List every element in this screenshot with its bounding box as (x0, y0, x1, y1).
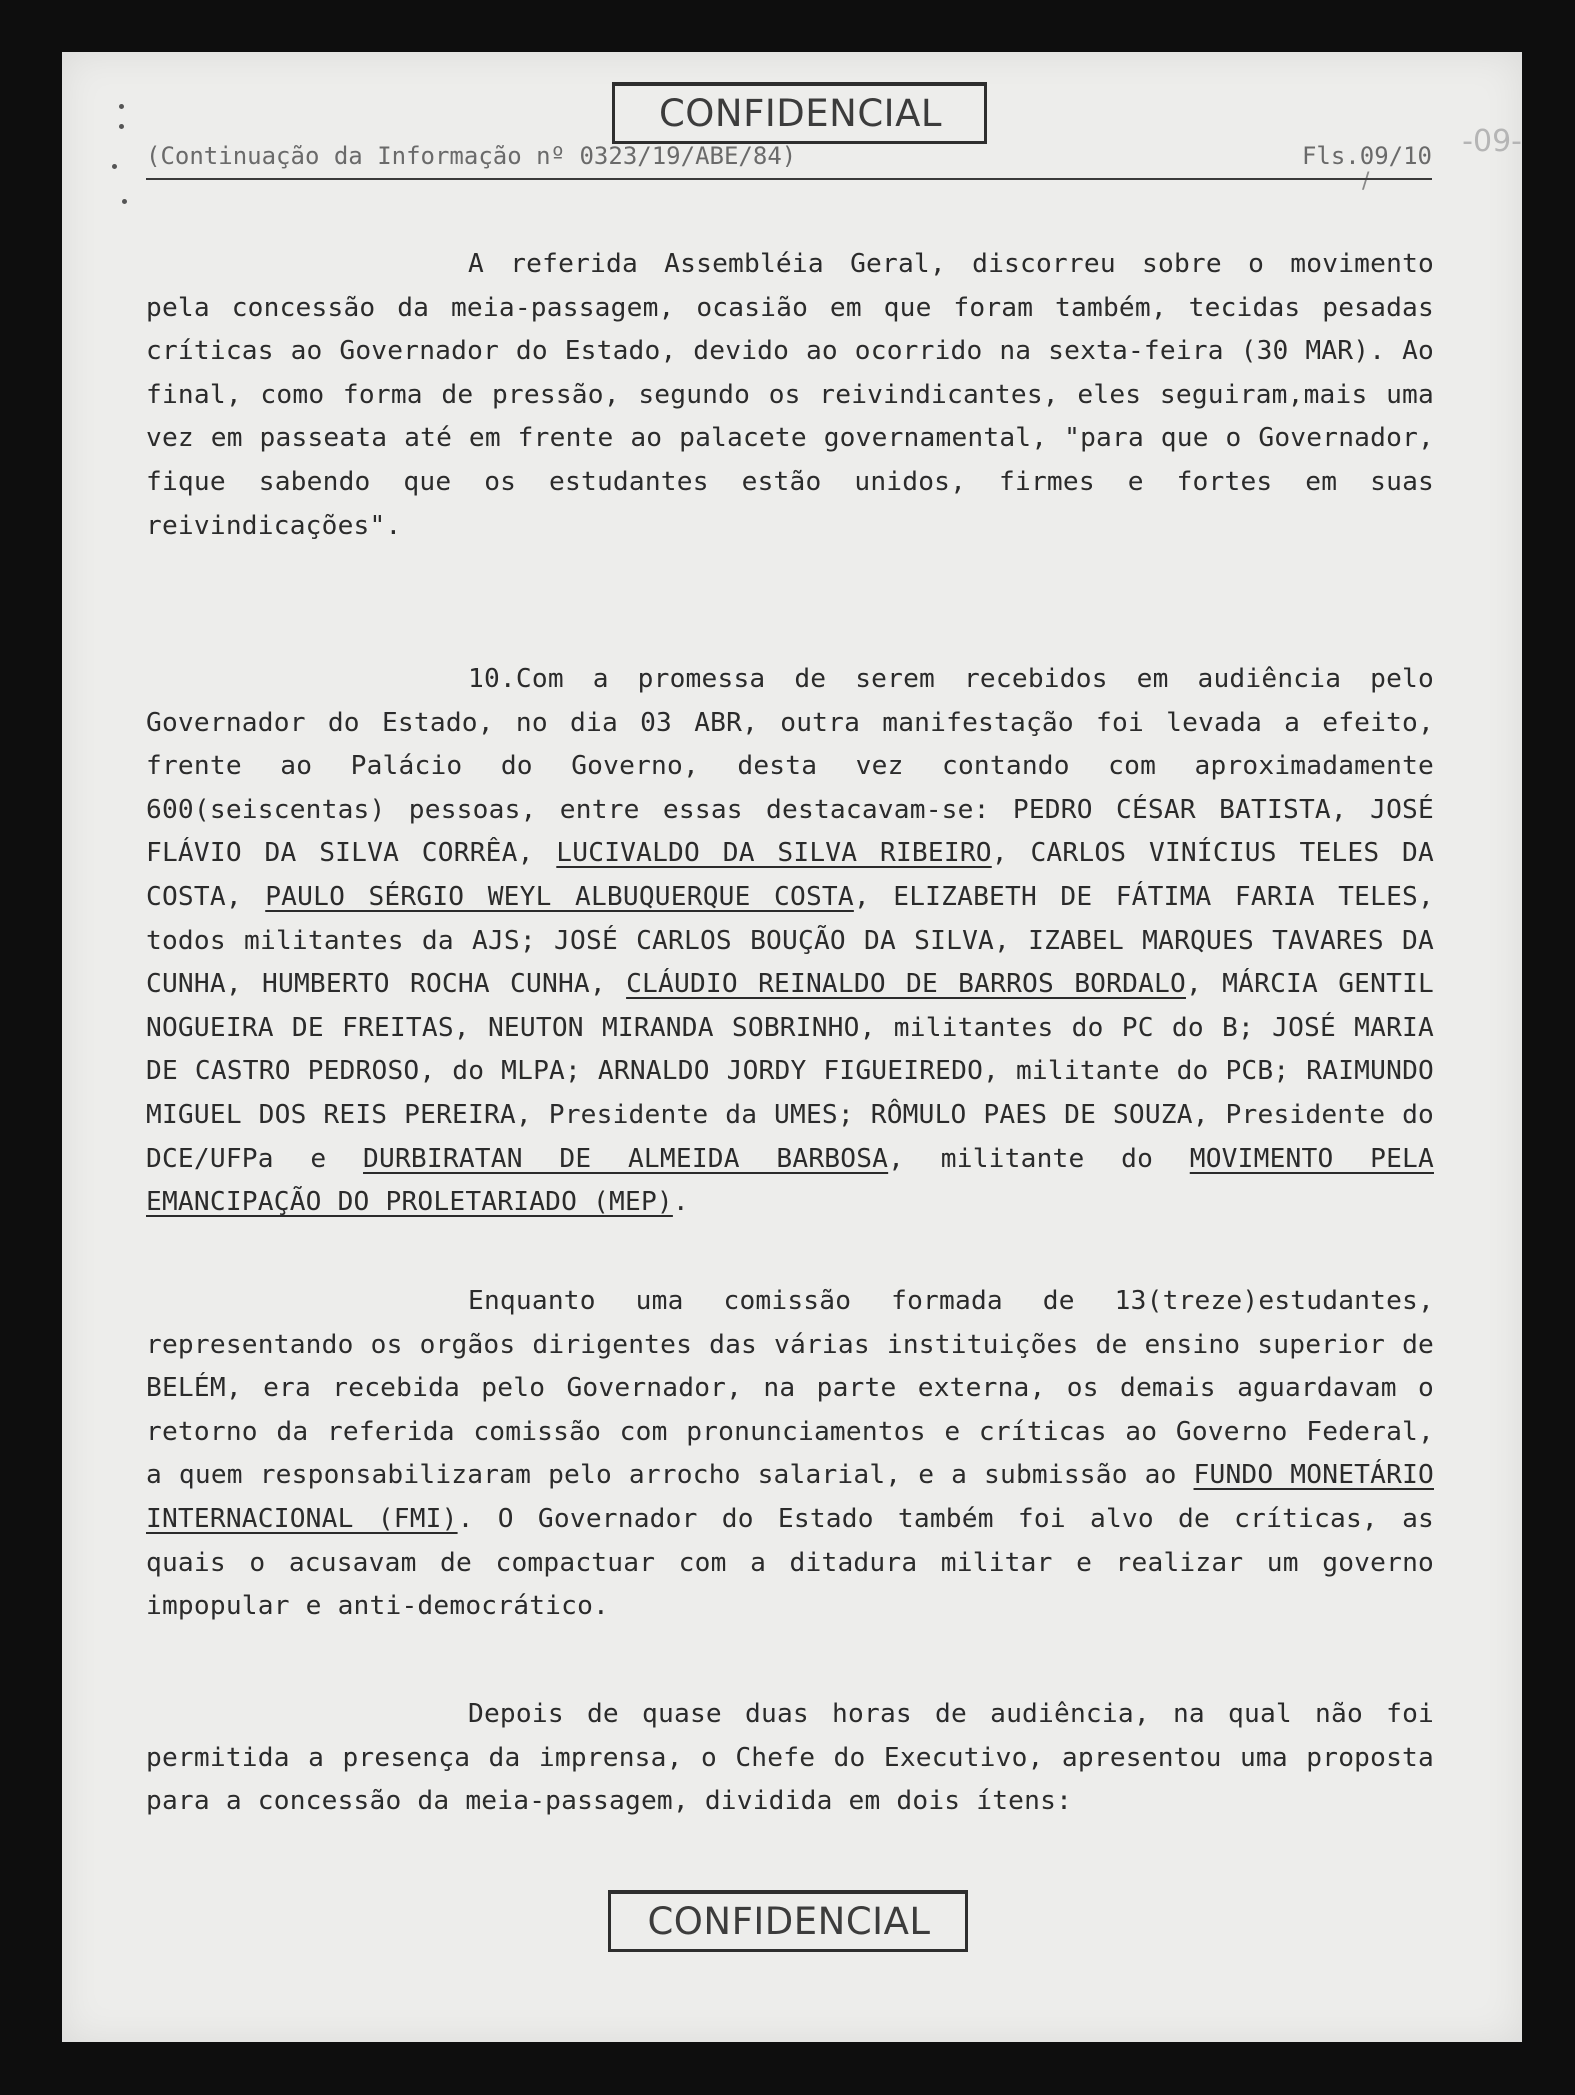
document-header (146, 142, 1432, 180)
paragraph-text: 10.Com a promessa de serem recebidos em audiência pelo Governador do Estado, no dia 03 ABR, outra manifestação foi levada a efeito, frente ao Palácio do Governo, desta vez contando com aproximadamente 600(seiscentas) pessoas, entre essas destacavam-se: PEDRO CÉSAR BATISTA, JOSÉ FLÁVIO DA SILVA CORRÊA, (146, 664, 1434, 869)
paragraph-text: . O Governador do Estado também foi alvo de críticas, as quais o acusavam de compactuar com a ditadura militar e realizar um governo impopular e anti-democrático. (146, 1503, 1435, 1622)
confidential-stamp-bottom: CONFIDENCIAL (608, 1890, 968, 1952)
paragraph-text: , CARLOS VINÍCIUS TELES DA COSTA, (146, 838, 1434, 912)
paragraph-2 (146, 658, 1434, 1225)
folio-number: Fls.09/10 (1301, 142, 1432, 170)
paragraph-4 (146, 1693, 1434, 1824)
paragraph-text: . (672, 1187, 689, 1218)
paragraph-1 (146, 243, 1434, 548)
pencil-mark: / (1362, 169, 1370, 194)
information-reference: (Continuação da Informação nº 0323/19/ABE/84) (146, 142, 797, 170)
underlined-name: FUNDO MONETÁRIO INTERNACIONAL (FMI) (146, 1460, 1434, 1534)
paragraph-text: , militante do (888, 1143, 1190, 1174)
margin-dot (119, 104, 124, 109)
margin-dot (119, 124, 124, 129)
paragraph-text: , MÁRCIA GENTIL NOGUEIRA DE FREITAS, NEUTON MIRANDA SOBRINHO, militantes do PC do B; JOSÉ MARIA DE CASTRO PEDROSO, do MLPA; ARNALDO JORDY FIGUEIREDO, militante do PCB; RAIMUNDO MIGUEL DOS REIS PEREIRA, Presidente da UMES; RÔMULO PAES DE SOUZA, Presidente do DCE/UFPa e (146, 969, 1434, 1174)
underlined-name: DURBIRATAN DE ALMEIDA BARBOSA (363, 1143, 889, 1174)
margin-dot (112, 164, 117, 169)
page-number-mark: -09- (1462, 124, 1522, 159)
paragraph-text: Enquanto uma comissão formada de 13(treze)estudantes, representando os orgãos dirigentes das várias instituições de ensino superior de BELÉM, era recebida pelo Governador, na parte externa, os demais aguardavam o retorno da referida comissão com pronunciamentos e críticas ao Governo Federal, a quem responsabilizaram pelo arrocho salarial, e a submissão ao (146, 1286, 1434, 1491)
confidential-stamp-top: CONFIDENCIAL (612, 82, 987, 144)
paragraph-text: Depois de quase duas horas de audiência, na qual não foi permitida a presença da imprensa, o Chefe do Executivo, apresentou uma proposta para a concessão da meia-passagem, dividida em dois ítens: (146, 1699, 1434, 1817)
underlined-name: LUCIVALDO DA SILVA RIBEIRO (556, 838, 992, 869)
margin-dot (122, 199, 127, 204)
underlined-name: MOVIMENTO PELA EMANCIPAÇÃO DO PROLETARIADO (MEP) (146, 1143, 1434, 1218)
underlined-name: PAULO SÉRGIO WEYL ALBUQUERQUE COSTA (265, 881, 854, 912)
paragraph-text: A referida Assembléia Geral, discorreu sobre o movimento pela concessão da meia-passagem, ocasião em que foram também, tecidas pesadas críticas ao Governador do Estado, devido ao ocorrido na sexta-feira (30 MAR). Ao final, como forma de pressão, segundo os reivindicantes, eles seguiram,mais uma vez em passeata até em frente ao palacete governamental, "para que o Governador, fique sabendo que os estudantes estão unidos, firmes e fortes em suas reivindicações". (146, 249, 1434, 541)
paragraph-3 (146, 1280, 1434, 1629)
paragraph-text: , ELIZABETH DE FÁTIMA FARIA TELES, todos militantes da AJS; JOSÉ CARLOS BOUÇÃO DA SILVA, IZABEL MARQUES TAVARES DA CUNHA, HUMBERTO ROCHA CUNHA, (146, 881, 1434, 1000)
underlined-name: CLÁUDIO REINALDO DE BARROS BORDALO (626, 969, 1186, 1000)
